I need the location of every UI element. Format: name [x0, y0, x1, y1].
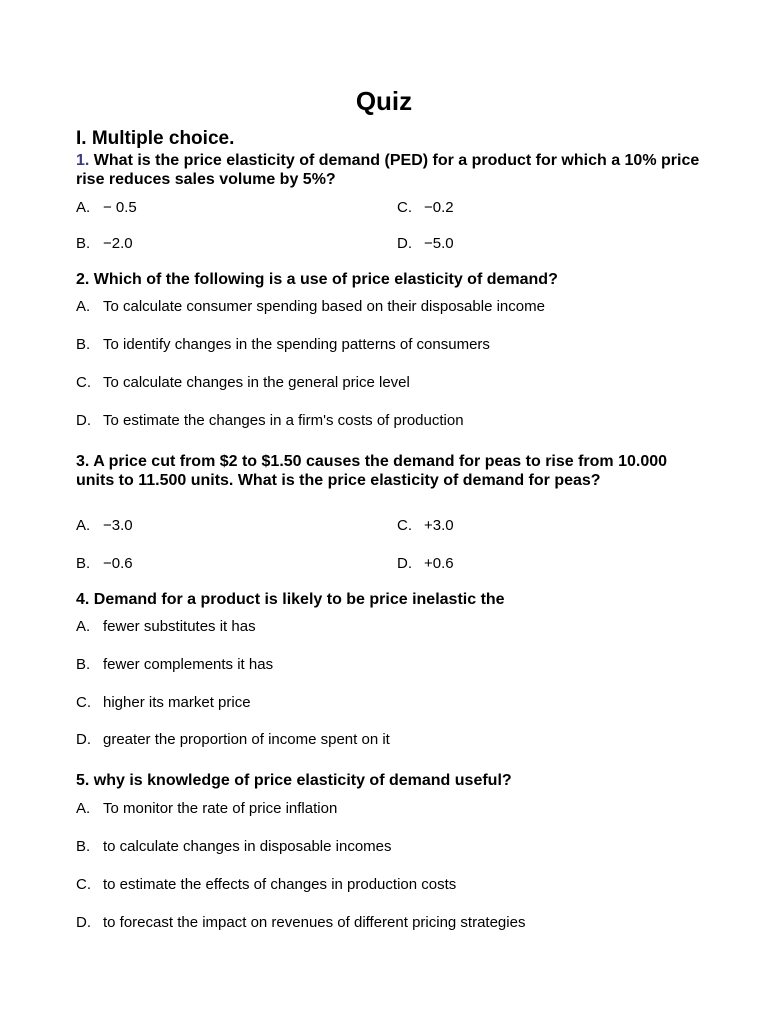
page-title: Quiz — [355, 86, 413, 116]
question-text: A price cut from $2 to $1.50 causes the demand for peas to rise from 10.000 units to 11.500 units. What is the price elasticity of demand for peas? — [76, 453, 668, 489]
option-4b[interactable] — [76, 656, 273, 674]
option-text: to forecast the impact on revenues of different pricing strategies — [103, 914, 526, 931]
question-3 — [76, 452, 706, 490]
option-text: −5.0 — [424, 235, 454, 252]
question-text: Demand for a product is likely to be price inelastic the — [89, 591, 505, 608]
option-letter: C. — [397, 199, 412, 216]
option-text: To estimate the changes in a firm's costs of production — [103, 412, 464, 429]
option-text: −3.0 — [103, 517, 133, 534]
option-letter: B. — [76, 336, 91, 353]
option-3c[interactable] — [397, 517, 454, 535]
option-4c[interactable] — [76, 694, 251, 712]
option-text: fewer complements it has — [103, 656, 274, 673]
question-4 — [76, 590, 701, 609]
option-letter: B. — [76, 838, 91, 855]
option-text: To identify changes in the spending patterns of consumers — [103, 336, 490, 353]
option-letter: B. — [76, 656, 91, 673]
option-text: fewer substitutes it has — [103, 618, 256, 635]
option-2c[interactable] — [76, 374, 410, 392]
option-text: To monitor the rate of price inflation — [103, 800, 338, 817]
option-letter: A. — [76, 298, 91, 315]
option-text: to estimate the effects of changes in production costs — [103, 876, 457, 893]
option-letter: A. — [76, 199, 91, 216]
option-text: greater the proportion of income spent on it — [103, 731, 390, 748]
option-2a[interactable] — [76, 298, 545, 316]
option-letter: D. — [397, 555, 412, 572]
section-heading: I. Multiple choice. — [76, 128, 235, 149]
option-5a[interactable] — [76, 800, 337, 818]
question-1 — [76, 151, 701, 189]
option-text: +0.6 — [424, 555, 454, 572]
question-number: 2. — [76, 271, 90, 288]
option-letter: A. — [76, 618, 91, 635]
option-letter: C. — [76, 876, 91, 893]
option-letter: B. — [76, 235, 91, 252]
option-letter: D. — [397, 235, 412, 252]
question-number: 1. — [76, 152, 90, 169]
option-text: −0.6 — [103, 555, 133, 572]
question-text: Which of the following is a use of price elasticity of demand? — [89, 271, 558, 288]
option-1b[interactable] — [76, 235, 133, 253]
option-letter: B. — [76, 555, 91, 572]
option-4d[interactable] — [76, 731, 390, 749]
option-letter: C. — [397, 517, 412, 534]
question-5 — [76, 771, 701, 790]
question-number: 5. — [76, 772, 90, 789]
option-4a[interactable] — [76, 618, 256, 636]
option-letter: C. — [76, 694, 91, 711]
option-2d[interactable] — [76, 412, 464, 430]
question-text: What is the price elasticity of demand (PED) for a product for which a 10% price rise reduces sales volume by 5%? — [76, 152, 700, 188]
option-text: +3.0 — [424, 517, 454, 534]
option-letter: D. — [76, 412, 91, 429]
option-2b[interactable] — [76, 336, 490, 354]
option-3a[interactable] — [76, 517, 133, 535]
option-letter: A. — [76, 800, 91, 817]
question-2 — [76, 270, 701, 289]
option-text: higher its market price — [103, 694, 251, 711]
question-number: 3. — [76, 453, 90, 470]
option-text: to calculate changes in disposable incomes — [103, 838, 392, 855]
option-text: −0.2 — [424, 199, 454, 216]
option-3d[interactable] — [397, 555, 454, 573]
option-1c[interactable] — [397, 199, 454, 217]
option-text: − 0.5 — [103, 199, 137, 216]
option-3b[interactable] — [76, 555, 133, 573]
option-text: To calculate changes in the general price level — [103, 374, 410, 391]
question-text: why is knowledge of price elasticity of demand useful? — [89, 772, 512, 789]
option-letter: A. — [76, 517, 91, 534]
option-5c[interactable] — [76, 876, 456, 894]
option-text: To calculate consumer spending based on their disposable income — [103, 298, 545, 315]
option-letter: C. — [76, 374, 91, 391]
option-1a[interactable] — [76, 199, 137, 217]
option-letter: D. — [76, 731, 91, 748]
option-5d[interactable] — [76, 914, 525, 932]
option-5b[interactable] — [76, 838, 392, 856]
option-letter: D. — [76, 914, 91, 931]
option-text: −2.0 — [103, 235, 133, 252]
option-1d[interactable] — [397, 235, 454, 253]
question-number: 4. — [76, 591, 90, 608]
